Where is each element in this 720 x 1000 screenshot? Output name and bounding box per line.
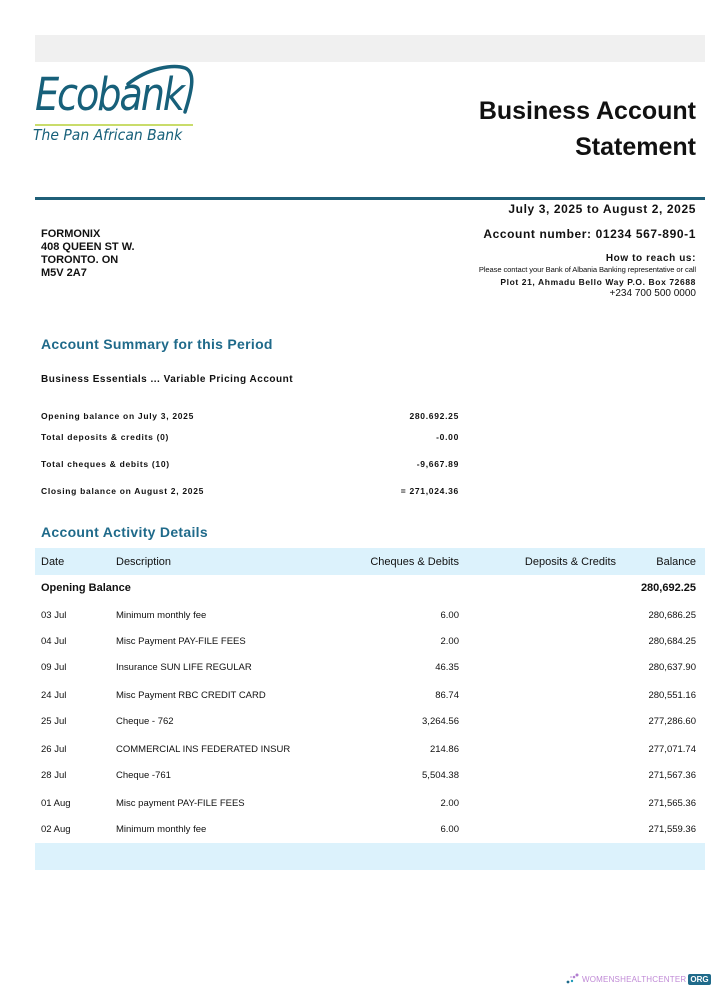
watermark [566, 972, 711, 986]
opening-balance-value: 280,692.25 [640, 582, 696, 594]
title-line-1: Business Account [478, 97, 696, 125]
summary-label: Opening balance on July 3, 2025 [41, 411, 195, 421]
summary-row-closing [41, 486, 459, 496]
row-description: Misc Payment RBC CREDIT CARD [116, 690, 266, 701]
row-date: 02 Aug [41, 824, 71, 835]
row-debit: 46.35 [435, 662, 459, 673]
row-debit: 5,504.38 [422, 770, 459, 781]
account-type: Business Essentials ... Variable Pricing Account [41, 374, 294, 385]
table-row [35, 798, 705, 824]
watermark-text: WOMENSHEALTHCENTER [582, 974, 687, 984]
row-description: Insurance SUN LIFE REGULAR [116, 662, 252, 673]
contact-note: Please contact your Bank of Albania Banking representative or call [478, 265, 696, 274]
contact-phone: +234 700 500 0000 [609, 288, 696, 299]
summary-label: Total deposits & credits (0) [41, 432, 170, 442]
row-balance: 271,565.36 [648, 798, 696, 809]
row-date: 03 Jul [41, 610, 67, 621]
summary-row-deposits [41, 432, 459, 442]
address-line-2: TORONTO. ON [41, 254, 119, 266]
table-row [35, 610, 705, 636]
column-header-credits: Deposits & Credits [524, 556, 616, 568]
row-debit: 6.00 [440, 824, 459, 835]
customer-address [41, 228, 135, 280]
row-debit: 214.86 [429, 744, 459, 755]
opening-balance-row [35, 576, 705, 600]
row-date: 01 Aug [41, 798, 71, 809]
table-row [35, 716, 705, 742]
table-row [35, 770, 705, 796]
row-description: Misc Payment PAY-FILE FEES [116, 636, 246, 647]
summary-value: 280.692.25 [409, 411, 459, 421]
row-balance: 280,684.25 [648, 636, 696, 647]
table-row [35, 662, 705, 688]
logo-wordmark: Ecobank [35, 68, 183, 121]
row-balance: 280,551.16 [648, 690, 696, 701]
column-header-debits: Cheques & Debits [370, 556, 459, 568]
activity-table-footer [35, 843, 705, 870]
summary-value: -9,667.89 [416, 459, 459, 469]
row-debit: 3,264.56 [422, 716, 459, 727]
summary-value: = 271,024.36 [400, 486, 459, 496]
summary-row-debits [41, 459, 459, 469]
account-number: Account number: 01234 567-890-1 [483, 227, 696, 241]
row-debit: 86.74 [435, 690, 459, 701]
row-description: Minimum monthly fee [116, 824, 207, 835]
row-date: 24 Jul [41, 690, 67, 701]
customer-name: FORMONIX [41, 228, 101, 240]
row-balance: 271,559.36 [648, 824, 696, 835]
contact-address: Plot 21, Ahmadu Bello Way P.O. Box 72688 [500, 277, 696, 287]
document-title [479, 93, 696, 165]
logo-tagline: The Pan African Bank [33, 126, 183, 144]
statement-info [479, 201, 696, 299]
summary-label: Closing balance on August 2, 2025 [41, 486, 205, 496]
summary-label: Total cheques & debits (10) [41, 459, 170, 469]
row-debit: 6.00 [440, 610, 459, 621]
activity-table-header [35, 548, 705, 575]
top-band [35, 35, 705, 62]
header-divider [35, 197, 705, 200]
row-description: Minimum monthly fee [116, 610, 207, 621]
opening-balance-label: Opening Balance [41, 582, 131, 594]
column-header-balance: Balance [656, 556, 696, 568]
row-description: COMMERCIAL INS FEDERATED INSUR [116, 744, 291, 755]
row-debit: 2.00 [440, 798, 459, 809]
bank-logo [33, 62, 213, 152]
address-line-1: 408 QUEEN ST W. [41, 241, 135, 253]
contact-title: How to reach us: [605, 253, 696, 264]
row-balance: 271,567.36 [648, 770, 696, 781]
row-description: Cheque - 762 [116, 716, 174, 727]
row-balance: 277,071.74 [648, 744, 696, 755]
row-balance: 280,686.25 [648, 610, 696, 621]
table-row [35, 744, 705, 770]
row-date: 28 Jul [41, 770, 67, 781]
summary-row-opening [41, 411, 459, 421]
row-date: 04 Jul [41, 636, 67, 647]
postal-code: M5V 2A7 [41, 267, 87, 279]
dots-icon [566, 973, 580, 985]
column-header-description: Description [116, 556, 172, 568]
table-row [35, 690, 705, 716]
row-date: 26 Jul [41, 744, 67, 755]
watermark-badge: ORG [690, 974, 709, 984]
row-description: Misc payment PAY-FILE FEES [116, 798, 245, 809]
row-date: 25 Jul [41, 716, 67, 727]
row-balance: 280,637.90 [648, 662, 696, 673]
statement-period: July 3, 2025 to August 2, 2025 [508, 202, 696, 216]
row-debit: 2.00 [440, 636, 459, 647]
row-description: Cheque -761 [116, 770, 171, 781]
table-row [35, 636, 705, 662]
row-date: 09 Jul [41, 662, 67, 673]
summary-section-title: Account Summary for this Period [41, 336, 273, 352]
summary-value: -0.00 [436, 432, 459, 442]
column-header-date: Date [41, 556, 65, 568]
title-line-2: Statement [575, 133, 696, 161]
activity-section-title: Account Activity Details [41, 524, 208, 540]
row-balance: 277,286.60 [648, 716, 696, 727]
